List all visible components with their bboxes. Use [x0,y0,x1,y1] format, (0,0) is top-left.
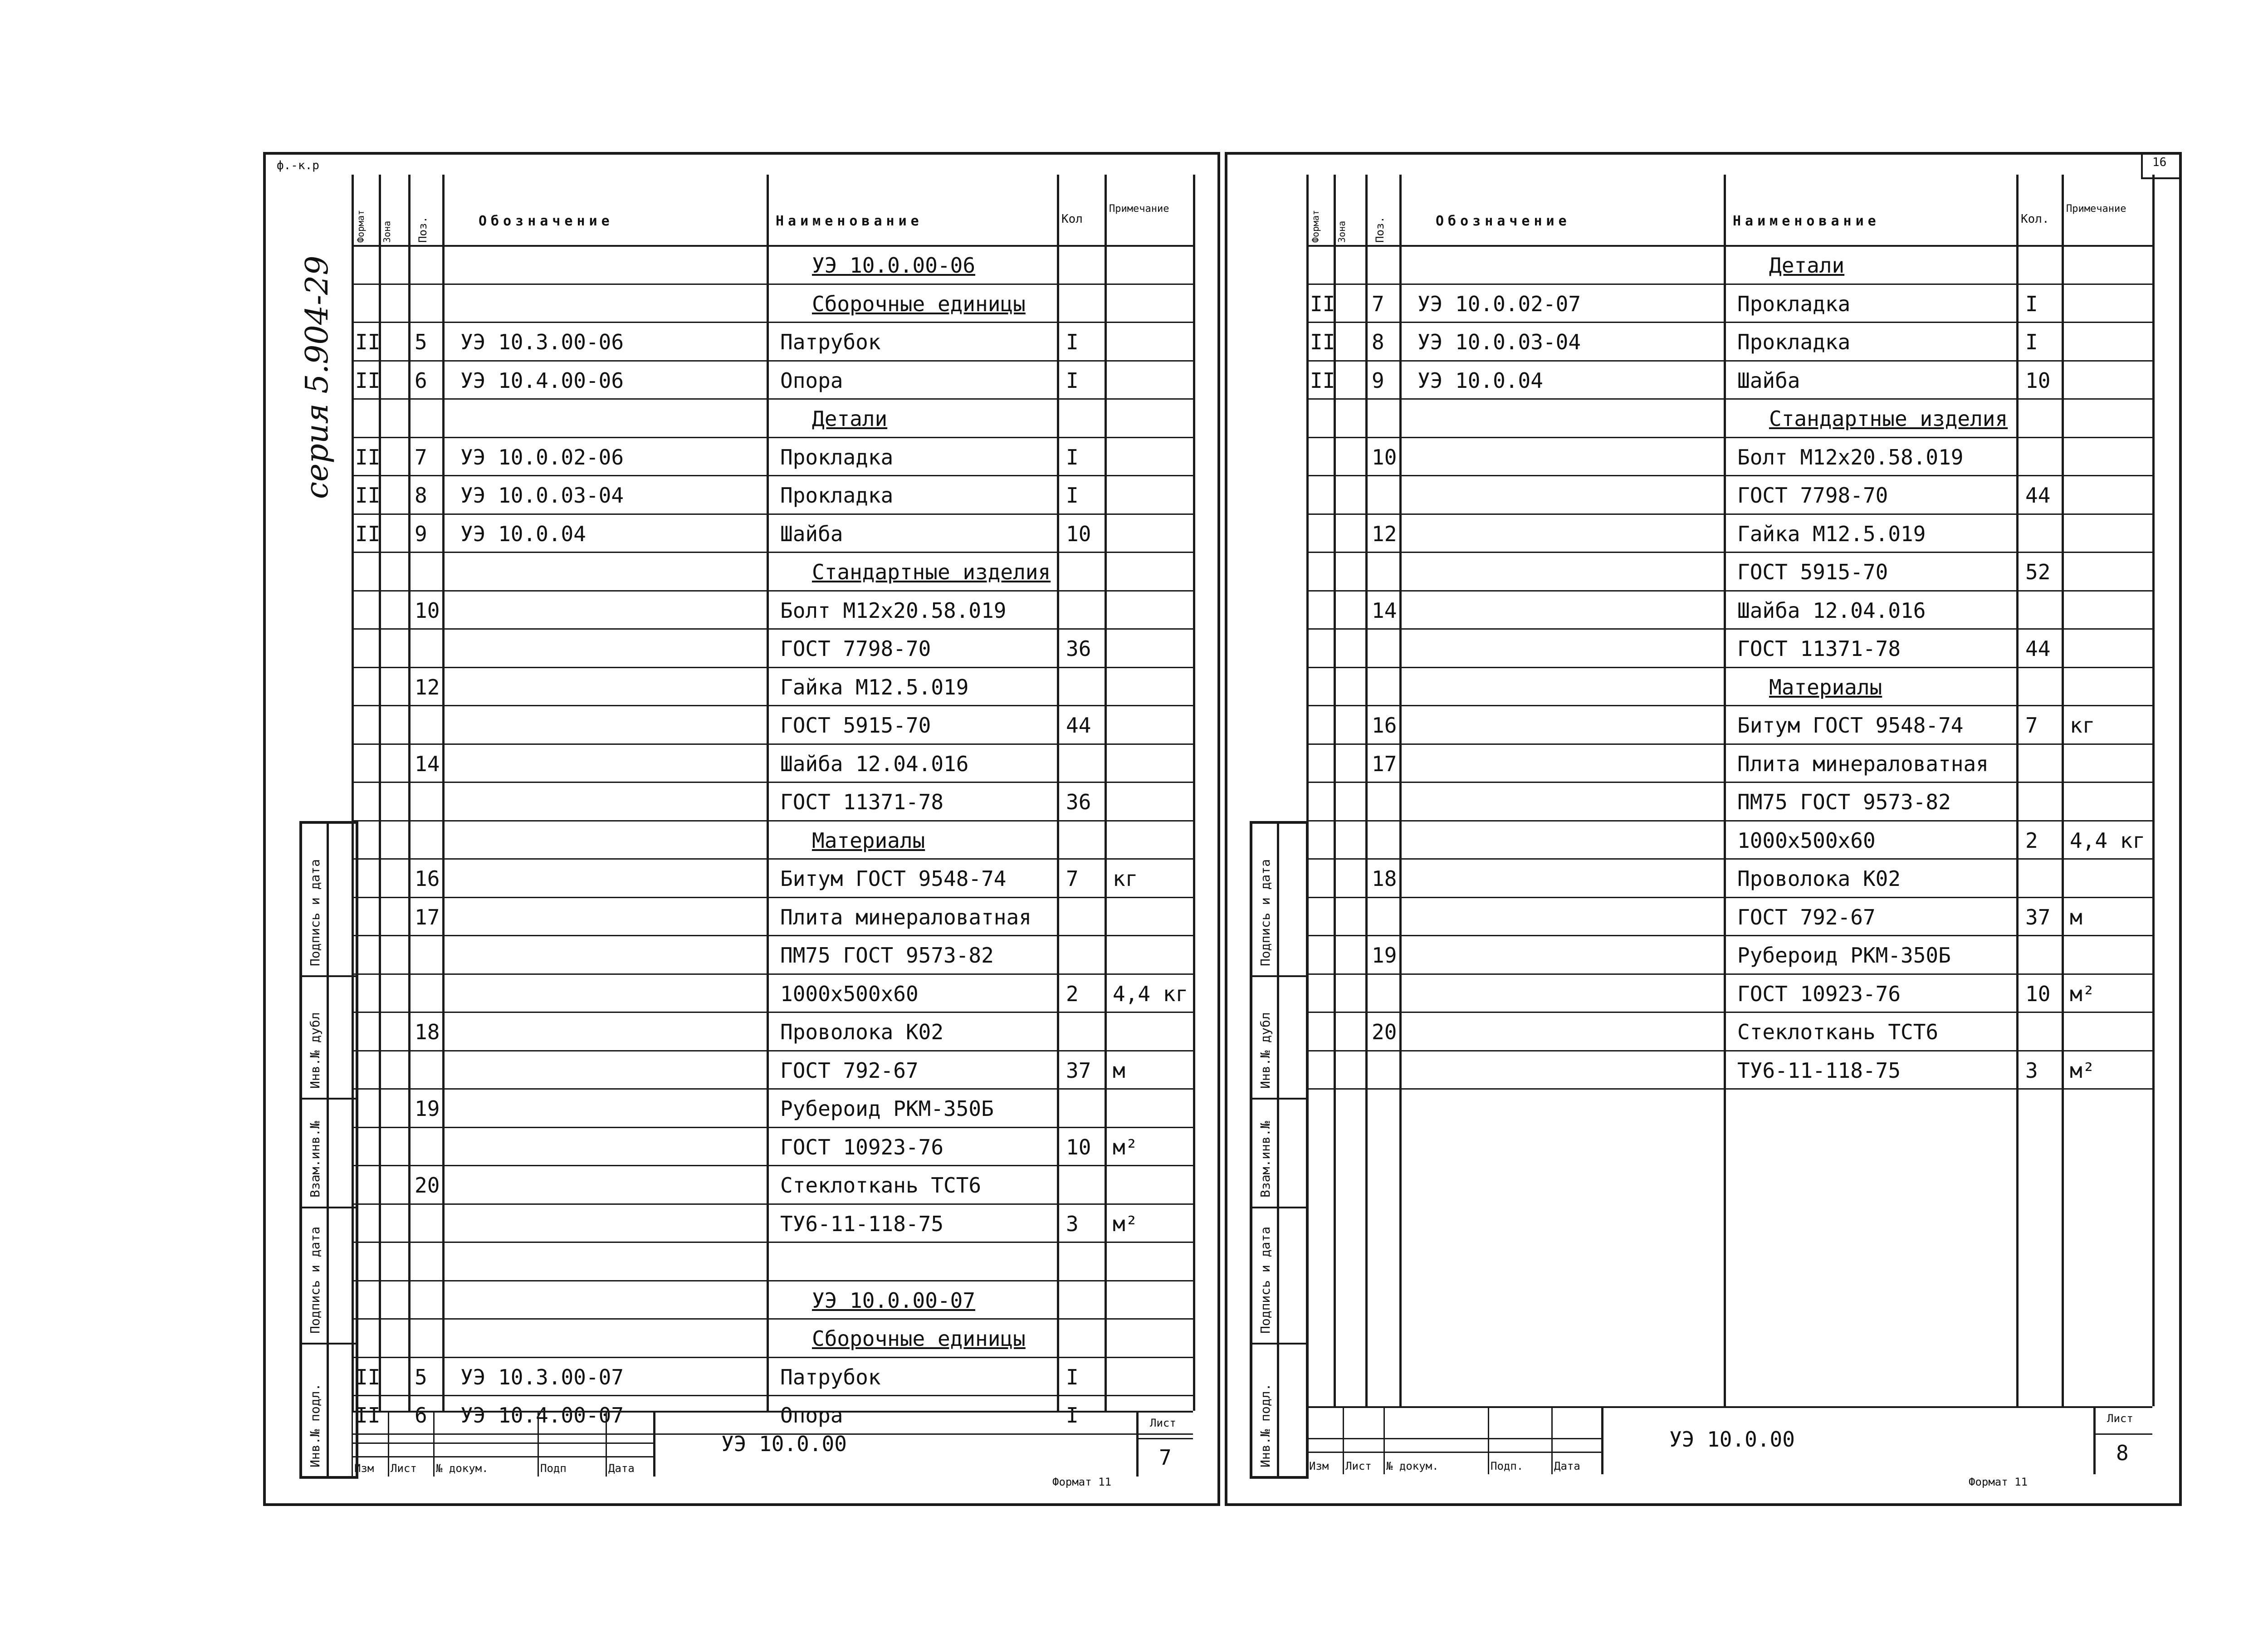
row-pos: 7 [415,445,427,469]
section-heading: Стандартные изделия [812,560,1051,584]
row-qty: 36 [1066,636,1091,661]
row-name: Гайка М12.5.019 [780,675,969,699]
row-name: Шайба 12.04.016 [780,751,969,776]
sheet-label: Лист [1150,1417,1176,1429]
row-pos: 10 [415,598,440,623]
row-name: ГОСТ 7798-70 [780,636,931,661]
row-pos: 18 [415,1020,440,1044]
row-note: 4,4 кг [2070,828,2146,853]
row-designation: УЭ 10.3.00-07 [460,1364,624,1389]
row-pos: 19 [1372,943,1397,968]
format-label: Формат 11 [1969,1476,2028,1488]
row-qty: 7 [2025,713,2038,738]
row-pos: 8 [1372,330,1384,354]
row-name: Гайка М12.5.019 [1737,521,1926,546]
sheet-label: Лист [2107,1412,2133,1425]
row-qty: 44 [2025,483,2051,508]
header-qty: Кол [1061,212,1083,226]
format-label: Формат 11 [1052,1476,1112,1488]
side-label: Подпись и дата [308,1226,323,1334]
row-name: Патрубок [780,330,881,354]
title-block-col: № докум. [1386,1460,1439,1472]
row-qty: 10 [2025,368,2051,393]
row-name: Патрубок [780,1364,881,1389]
row-qty: I [1066,483,1079,508]
header-qty: Кол. [2021,212,2049,226]
header-note: Примечание [1109,203,1169,215]
row-name: Болт М12х20.58.019 [780,598,1007,623]
header-zone: Зона [381,220,392,243]
row-pos: 5 [415,1364,427,1389]
row-name: Проволока К02 [1737,866,1901,891]
row-name: Шайба [780,521,843,546]
row-qty: I [2025,291,2038,316]
side-label: Подпись и дата [308,859,323,966]
side-label: Подпись и дата [1258,1226,1273,1334]
row-pos: 16 [415,866,440,891]
header-name: Наименование [776,213,923,229]
header-format: Формат [1310,210,1321,243]
section-heading: Детали [1769,253,1845,278]
row-name: ГОСТ 10923-76 [1737,981,1901,1006]
row-name: Битум ГОСТ 9548-74 [780,866,1007,891]
row-designation: УЭ 10.0.02-07 [1418,291,1581,316]
row-note: 4,4 кг [1113,981,1188,1006]
row-designation: УЭ 10.0.03-04 [460,483,624,508]
row-qty: I [1066,1364,1079,1389]
row-qty: 2 [1066,981,1079,1006]
row-name: Прокладка [780,445,894,469]
row-format: II [1310,330,1335,354]
corner-num: 16 [2152,156,2167,169]
row-pos: 20 [1372,1020,1397,1044]
sheet-right-frame [1225,152,2182,1506]
row-format: II [355,1403,381,1428]
row-qty: 44 [2025,636,2051,661]
series-handwritten: серия 5.904-29 [299,255,335,499]
row-pos: 12 [1372,521,1397,546]
row-name: ГОСТ 11371-78 [1737,636,1901,661]
header-note: Примечание [2066,203,2126,215]
side-label: Взам.инв.№ [308,1121,323,1198]
row-name: Шайба [1737,368,1800,393]
row-designation: УЭ 10.0.04 [1418,368,1543,393]
row-name: ГОСТ 5915-70 [780,713,931,738]
row-format: II [1310,291,1335,316]
row-name: 1000х500х60 [780,981,919,1006]
title-block-col: Лист [391,1462,417,1475]
row-designation: УЭ 10.3.00-06 [460,330,624,354]
row-designation: УЭ 10.0.03-04 [1418,330,1581,354]
row-note: м² [1113,1211,1138,1236]
row-qty: I [1066,330,1079,354]
row-pos: 20 [415,1173,440,1198]
doc-code: УЭ 10.0.00 [721,1432,847,1456]
header-name: Наименование [1733,213,1880,229]
row-note: кг [1113,866,1138,891]
row-name: Болт М12х20.58.019 [1737,445,1964,469]
row-qty: I [1066,445,1079,469]
row-note: м [1113,1058,1125,1083]
row-qty: I [1066,368,1079,393]
row-name: ГОСТ 792-67 [1737,905,1876,929]
row-format: II [355,483,381,508]
row-pos: 8 [415,483,427,508]
row-pos: 6 [415,1403,427,1428]
row-qty: 3 [1066,1211,1079,1236]
row-pos: 6 [415,368,427,393]
row-pos: 12 [415,675,440,699]
row-name: ТУ6-11-118-75 [1737,1058,1901,1083]
row-pos: 9 [415,521,427,546]
title-block-col: Изм [354,1462,374,1475]
row-qty: 52 [2025,560,2051,584]
header-zone: Зона [1336,220,1347,243]
header-designation: Обозначение [479,213,614,229]
row-qty: 37 [2025,905,2051,929]
row-pos: 18 [1372,866,1397,891]
row-name: Стеклоткань ТСТ6 [1737,1020,1939,1044]
row-note: м² [2070,1058,2095,1083]
row-name: Плита минераловатная [1737,751,1989,776]
header-pos: Поз. [416,216,429,243]
section-heading: Материалы [1769,675,1882,699]
row-name: Опора [780,368,843,393]
row-name: ПМ75 ГОСТ 9573-82 [780,943,994,968]
row-qty: 7 [1066,866,1079,891]
side-label: Инв.№ дубл [1258,1012,1273,1089]
row-qty: I [2025,330,2038,354]
section-heading: Стандартные изделия [1769,406,2008,431]
row-qty: I [1066,1403,1079,1428]
row-designation: УЭ 10.0.04 [460,521,586,546]
side-label: Инв.№ подл. [1258,1383,1273,1467]
title-block-col: Подп [540,1462,567,1475]
row-pos: 14 [1372,598,1397,623]
section-heading: Сборочные единицы [812,291,1026,316]
row-qty: 10 [1066,521,1091,546]
row-note: кг [2070,713,2095,738]
row-pos: 10 [1372,445,1397,469]
section-heading: УЭ 10.0.00-07 [812,1288,976,1313]
row-format: II [355,445,381,469]
side-label: Подпись и дата [1258,859,1273,966]
row-pos: 7 [1372,291,1384,316]
row-qty: 37 [1066,1058,1091,1083]
row-qty: 3 [2025,1058,2038,1083]
section-heading: Сборочные единицы [812,1326,1026,1351]
title-block-col: Изм [1309,1460,1329,1472]
row-pos: 19 [415,1096,440,1121]
row-name: ГОСТ 5915-70 [1737,560,1888,584]
section-heading: УЭ 10.0.00-06 [812,253,976,278]
row-pos: 17 [415,905,440,929]
row-format: II [355,1364,381,1389]
row-pos: 9 [1372,368,1384,393]
row-name: Проволока К02 [780,1020,944,1044]
row-qty: 2 [2025,828,2038,853]
header-pos: Поз. [1374,216,1386,243]
header-format: Формат [355,210,366,243]
title-block-col: № докум. [436,1462,489,1475]
header-designation: Обозначение [1436,213,1571,229]
title-block-col: Лист [1345,1460,1372,1472]
row-qty: 10 [1066,1134,1091,1159]
title-block-col: Дата [608,1462,635,1475]
row-format: II [355,330,381,354]
row-pos: 17 [1372,751,1397,776]
row-name: Плита минераловатная [780,905,1031,929]
sheet-number: 8 [2116,1441,2129,1465]
row-name: Опора [780,1403,843,1428]
row-note: м² [1113,1134,1138,1159]
side-label: Инв.№ подл. [308,1383,323,1467]
doc-code: УЭ 10.0.00 [1669,1427,1795,1452]
row-name: ГОСТ 792-67 [780,1058,919,1083]
row-name: Рубероид РКМ-350Б [780,1096,994,1121]
row-designation: УЭ 10.4.00-07 [460,1403,624,1428]
row-note: м [2070,905,2082,929]
row-note: м² [2070,981,2095,1006]
row-name: Битум ГОСТ 9548-74 [1737,713,1964,738]
side-label: Инв.№ дубл [308,1012,323,1089]
row-name: Прокладка [1737,330,1851,354]
row-name: Рубероид РКМ-350Б [1737,943,1951,968]
row-name: 1000х500х60 [1737,828,1876,853]
row-format: II [1310,368,1335,393]
row-pos: 14 [415,751,440,776]
side-label: Взам.инв.№ [1258,1121,1273,1198]
row-name: Прокладка [1737,291,1851,316]
row-designation: УЭ 10.0.02-06 [460,445,624,469]
row-name: ГОСТ 7798-70 [1737,483,1888,508]
title-block-col: Подп. [1491,1460,1524,1472]
row-name: Стеклоткань ТСТ6 [780,1173,982,1198]
row-name: ТУ6-11-118-75 [780,1211,944,1236]
title-block-col: Дата [1554,1460,1580,1472]
row-name: Шайба 12.04.016 [1737,598,1926,623]
row-format: II [355,521,381,546]
row-qty: 10 [2025,981,2051,1006]
row-format: II [355,368,381,393]
section-heading: Материалы [812,828,925,853]
corner-mark: ф.-к.р [277,159,319,172]
row-name: Прокладка [780,483,894,508]
row-qty: 36 [1066,790,1091,814]
row-name: ГОСТ 10923-76 [780,1134,944,1159]
section-heading: Детали [812,406,888,431]
row-designation: УЭ 10.4.00-06 [460,368,624,393]
row-pos: 5 [415,330,427,354]
sheet-number: 7 [1159,1445,1172,1470]
row-qty: 44 [1066,713,1091,738]
row-name: ГОСТ 11371-78 [780,790,944,814]
row-name: ПМ75 ГОСТ 9573-82 [1737,790,1951,814]
row-pos: 16 [1372,713,1397,738]
